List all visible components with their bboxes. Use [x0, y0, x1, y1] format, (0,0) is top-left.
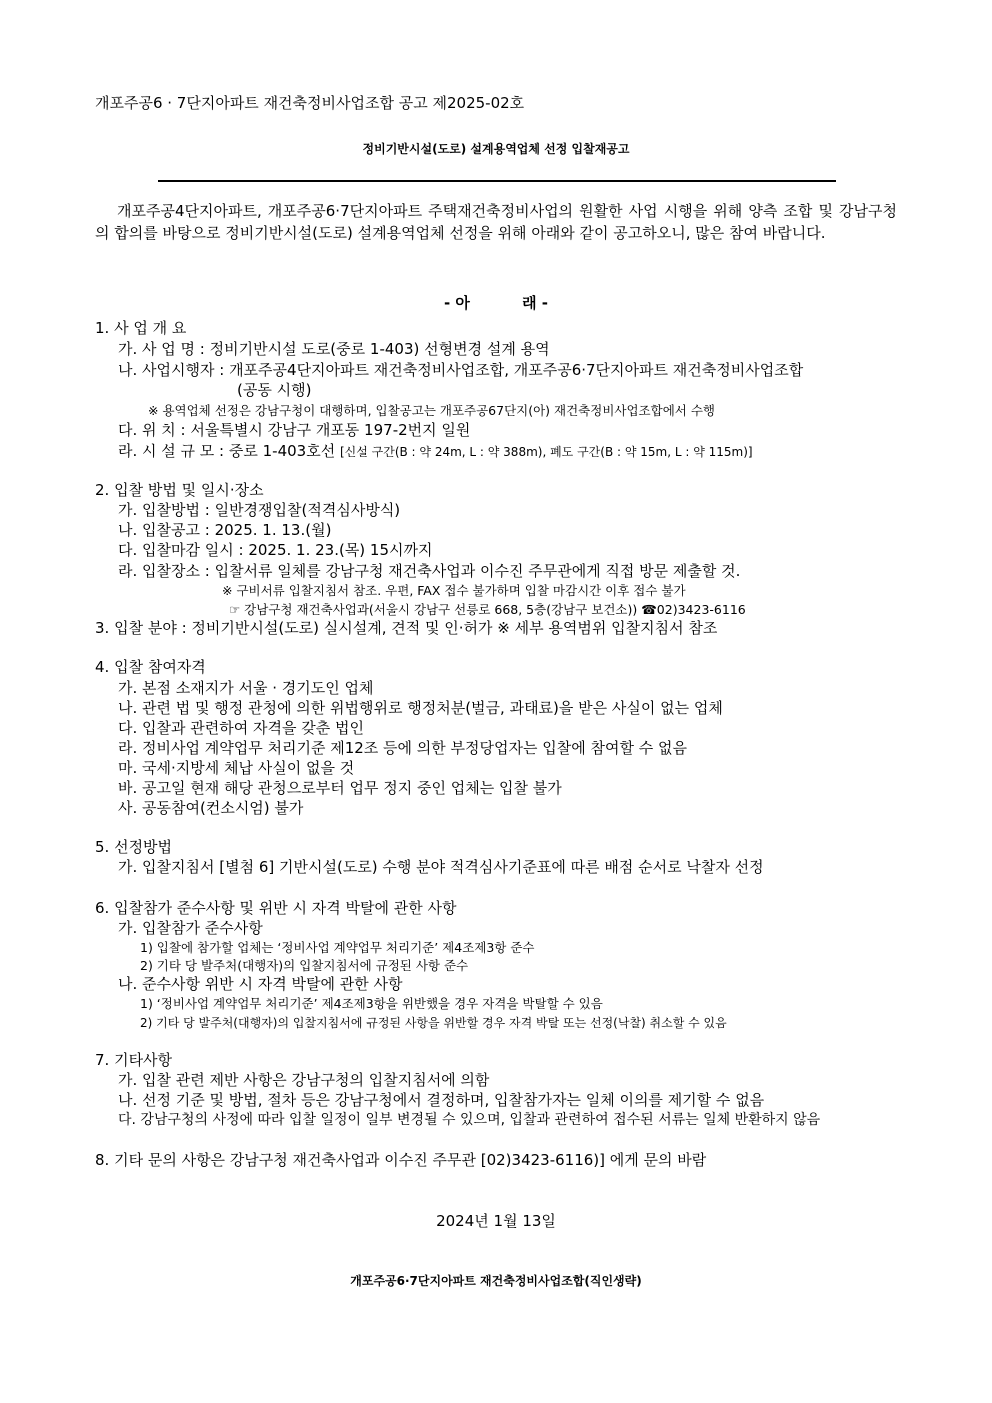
section-5-title: 5. 선정방법 [95, 838, 173, 856]
section-6-title: 6. 입찰참가 준수사항 및 위반 시 자격 박탈에 관한 사항 [95, 899, 457, 917]
section-6-item-a-1: 1) 입찰에 참가할 업체는 ‘정비사업 계약업무 처리기준’ 제4조제3항 준수 [140, 940, 535, 955]
section-1-title: 1. 사 업 개 요 [95, 319, 187, 337]
section-4-item-a: 가. 본점 소재지가 서울 · 경기도인 업체 [118, 679, 374, 697]
intro-text: 개포주공4단지아파트, 개포주공6·7단지아파트 주택재건축정비사업의 원활한 사업 시행을 위해 양측 조합 및 강남구청의 합의를 바탕으로 정비기반시설(도로) 설계용역업체 선정을 위해 아래와 같이 공고하오니, 많은 참여 바랍니다. [95, 202, 897, 242]
issuer-signature: 개포주공6·7단지아파트 재건축정비사업조합(직인생략) [350, 1274, 642, 1288]
section-7-title: 7. 기타사항 [95, 1051, 173, 1069]
section-2-item-d: 라. 입찰장소 : 입찰서류 일체를 강남구청 재건축사업과 이수진 주무관에게 직접 방문 제출할 것. [118, 562, 741, 580]
notice-date: 2024년 1월 13일 [436, 1212, 556, 1230]
section-7-item-c: 다. 강남구청의 사정에 따라 입찰 일정이 일부 변경될 수 있으며, 입찰과 관련하여 접수된 서류는 일체 반환하지 않음 [118, 1112, 821, 1128]
section-1-item-c: 다. 위 치 : 서울특별시 강남구 개포동 197-2번지 일원 [118, 421, 471, 439]
section-2-note-1: ※ 구비서류 입찰지침서 참조. 우편, FAX 접수 불가하며 입찰 마감시간 이후 접수 불가 [222, 583, 686, 598]
section-1-item-d [118, 441, 753, 462]
section-7-item-a: 가. 입찰 관련 제반 사항은 강남구청의 입찰지침서에 의함 [118, 1071, 490, 1089]
section-4-item-d: 라. 정비사업 계약업무 처리기준 제12조 등에 의한 부정당업자는 입찰에 참여할 수 없음 [118, 739, 687, 757]
section-1-item-b: 나. 사업시행자 : 개포주공4단지아파트 재건축정비사업조합, 개포주공6·7단지아파트 재건축정비사업조합 [118, 361, 804, 379]
section-1-item-b-cont: (공동 시행) [237, 381, 312, 399]
section-2-note-2: ☞ 강남구청 재건축사업과(서울시 강남구 선릉로 668, 5층(강남구 보건소)) ☎02)3423-6116 [229, 602, 746, 617]
page-title: 정비기반시설(도로) 설계용역업체 선정 입찰재공고 [362, 142, 630, 156]
section-4-item-f: 바. 공고일 현재 해당 관청으로부터 업무 정지 중인 업체는 입찰 불가 [118, 779, 562, 797]
section-4-item-b: 나. 관련 법 및 행정 관청에 의한 위법행위로 행정처분(벌금, 과태료)을 받은 사실이 없는 업체 [118, 699, 723, 717]
section-6-item-a: 가. 입찰참가 준수사항 [118, 919, 263, 937]
section-6-item-a-2: 2) 기타 당 발주처(대행자)의 입찰지침서에 규정된 사항 준수 [140, 958, 469, 973]
section-6-item-b-2: 2) 기타 당 발주처(대행자)의 입찰지침서에 규정된 사항을 위반할 경우 자격 박탈 또는 선정(낙찰) 취소할 수 있음 [140, 1016, 727, 1030]
section-7-item-b: 나. 선정 기준 및 방법, 절차 등은 강남구청에서 결정하며, 입찰참가자는 일체 이의를 제기할 수 없음 [118, 1091, 765, 1109]
title-underline [158, 180, 836, 182]
section-1-note: ※ 용역업체 선정은 강남구청이 대행하며, 입찰공고는 개포주공67단지(아) 재건축정비사업조합에서 수행 [148, 403, 715, 418]
section-4-title: 4. 입찰 참여자격 [95, 658, 206, 676]
intro-paragraph [95, 200, 897, 244]
section-3-title: 3. 입찰 분야 : 정비기반시설(도로) 실시설계, 견적 및 인·허가 ※ 세부 용역범위 입찰지침서 참조 [95, 619, 718, 637]
section-8-title: 8. 기타 문의 사항은 강남구청 재건축사업과 이수진 주무관 [02)3423-6116)] 에게 문의 바람 [95, 1151, 707, 1169]
section-6-item-b-1: 1) ‘정비사업 계약업무 처리기준’ 제4조제3항을 위반했을 경우 자격을 박탈할 수 있음 [140, 996, 603, 1011]
section-2-item-c: 다. 입찰마감 일시 : 2025. 1. 23.(목) 15시까지 [118, 541, 433, 559]
section-4-item-e: 마. 국세·지방세 체납 사실이 없을 것 [118, 759, 355, 777]
section-1-item-d-main: 라. 시 설 규 모 : 중로 1-403호선 [118, 442, 340, 460]
section-1-item-a: 가. 사 업 명 : 정비기반시설 도로(중로 1-403) 선형변경 설계 용역 [118, 340, 550, 358]
section-4-item-c: 다. 입찰과 관련하여 자격을 갖춘 법인 [118, 719, 364, 737]
section-2-item-b: 나. 입찰공고 : 2025. 1. 13.(월) [118, 521, 332, 539]
section-4-item-g: 사. 공동참여(컨소시엄) 불가 [118, 799, 304, 817]
section-6-item-b: 나. 준수사항 위반 시 자격 박탈에 관한 사항 [118, 975, 403, 993]
section-2-title: 2. 입찰 방법 및 일시·장소 [95, 481, 264, 499]
section-5-item-a: 가. 입찰지침서 [별첨 6] 기반시설(도로) 수행 분야 적격심사기준표에 따른 배점 순서로 낙찰자 선정 [118, 858, 764, 876]
section-divider-heading: - 아 래 - [443, 294, 549, 312]
section-1-item-d-detail: [신설 구간(B : 약 24m, L : 약 388m), 폐도 구간(B : 약 15m, L : 약 115m)] [339, 445, 753, 459]
section-2-item-a: 가. 입찰방법 : 일반경쟁입찰(적격심사방식) [118, 501, 401, 519]
notice-number: 개포주공6 · 7단지아파트 재건축정비사업조합 공고 제2025-02호 [95, 94, 525, 112]
